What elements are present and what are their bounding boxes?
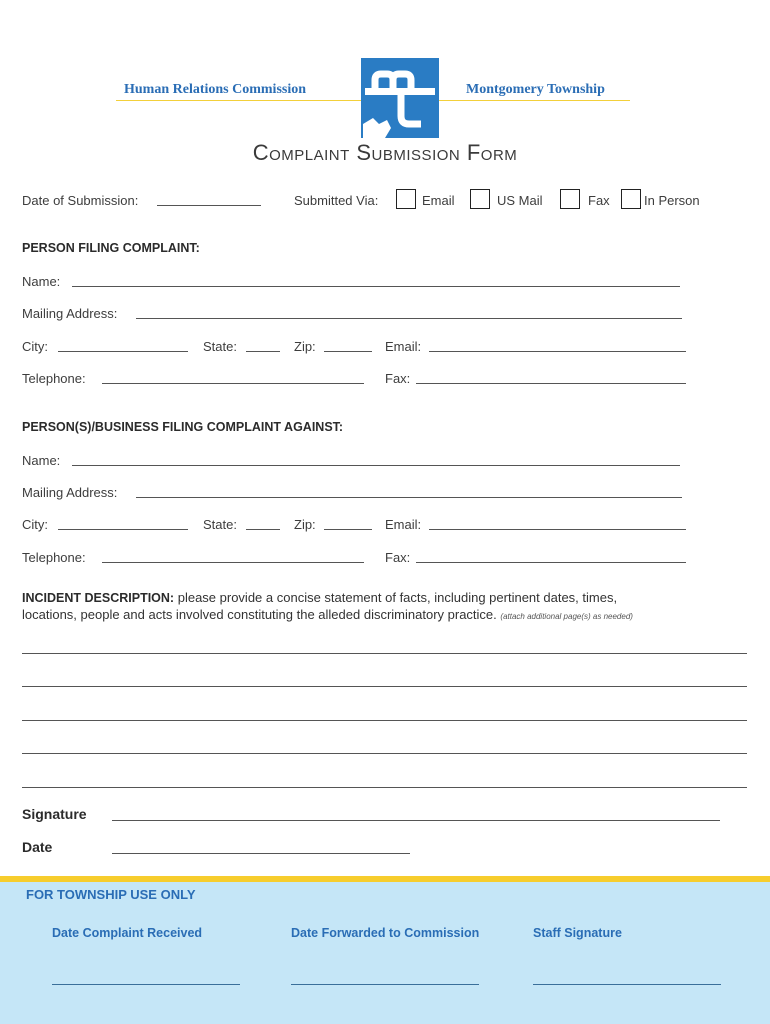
submitted-via-label: Submitted Via: (294, 193, 379, 208)
against-state-field[interactable] (246, 529, 280, 530)
date-forwarded-label: Date Forwarded to Commission (291, 926, 480, 940)
filer-phone-field[interactable] (102, 383, 364, 384)
township-use-panel (0, 882, 770, 1024)
filer-phone-label: Telephone: (22, 371, 86, 386)
against-address-field[interactable] (136, 497, 682, 498)
against-fax-field[interactable] (416, 562, 686, 563)
against-section-heading: PERSON(S)/BUSINESS FILING COMPLAINT AGAINST: (22, 420, 344, 434)
filer-section-heading: PERSON FILING COMPLAINT: (22, 241, 200, 255)
signature-date-field[interactable] (112, 853, 410, 854)
against-email-field[interactable] (429, 529, 686, 530)
township-mt-logo-icon (361, 58, 439, 138)
filer-state-field[interactable] (246, 351, 280, 352)
against-zip-field[interactable] (324, 529, 372, 530)
incident-heading: INCIDENT DESCRIPTION: (22, 591, 175, 605)
header-rule-left (116, 100, 362, 101)
org-left-name: Human Relations Commission (124, 82, 307, 97)
against-name-field[interactable] (72, 465, 680, 466)
us-mail-option-label: US Mail (497, 193, 543, 208)
against-phone-field[interactable] (102, 562, 364, 563)
staff-signature-label: Staff Signature (533, 926, 622, 940)
in-person-checkbox[interactable] (621, 189, 641, 209)
against-address-label: Mailing Address: (22, 485, 118, 500)
date-received-field[interactable] (52, 984, 240, 985)
against-fax-label: Fax: (385, 550, 411, 565)
email-checkbox[interactable] (396, 189, 416, 209)
in-person-option-label: In Person (644, 193, 700, 208)
filer-fax-field[interactable] (416, 383, 686, 384)
against-email-label: Email: (385, 517, 422, 532)
filer-address-field[interactable] (136, 318, 682, 319)
us-mail-checkbox[interactable] (470, 189, 490, 209)
date-of-submission-label: Date of Submission: (22, 193, 139, 208)
filer-state-label: State: (203, 339, 237, 354)
against-city-field[interactable] (58, 529, 188, 530)
against-city-label: City: (22, 517, 48, 532)
date-label: Date (22, 839, 53, 855)
filer-email-field[interactable] (429, 351, 686, 352)
filer-zip-label: Zip: (294, 339, 316, 354)
signature-label: Signature (22, 806, 87, 822)
incident-description-prompt (22, 590, 617, 605)
filer-city-label: City: (22, 339, 48, 354)
filer-name-field[interactable] (72, 286, 680, 287)
email-option-label: Email (422, 193, 455, 208)
against-zip-label: Zip: (294, 517, 316, 532)
against-phone-label: Telephone: (22, 550, 86, 565)
incident-line-1[interactable] (22, 653, 747, 654)
header-rule-right (438, 100, 630, 101)
date-forwarded-field[interactable] (291, 984, 479, 985)
filer-city-field[interactable] (58, 351, 188, 352)
staff-signature-field[interactable] (533, 984, 721, 985)
incident-note: (attach additional page(s) as needed) (500, 612, 633, 621)
fax-option-label: Fax (588, 193, 610, 208)
incident-description-prompt-2 (22, 607, 633, 622)
filer-address-label: Mailing Address: (22, 306, 118, 321)
incident-text-line-2: locations, people and acts involved constituting the alleded discriminatory practice. (22, 607, 497, 622)
incident-line-2[interactable] (22, 686, 747, 687)
filer-email-label: Email: (385, 339, 422, 354)
filer-name-label: Name: (22, 274, 61, 289)
filer-fax-label: Fax: (385, 371, 411, 386)
incident-text-line-1: please provide a concise statement of facts, including pertinent dates, times, (177, 590, 618, 605)
page-title: Complaint Submission Form (252, 140, 518, 165)
org-right-name: Montgomery Township (466, 82, 605, 97)
signature-field[interactable] (112, 820, 720, 821)
against-state-label: State: (203, 517, 237, 532)
date-received-label: Date Complaint Received (52, 926, 203, 940)
filer-zip-field[interactable] (324, 351, 372, 352)
against-name-label: Name: (22, 453, 61, 468)
incident-line-3[interactable] (22, 720, 747, 721)
incident-line-5[interactable] (22, 787, 747, 788)
date-of-submission-field[interactable] (157, 205, 261, 206)
township-use-title: FOR TOWNSHIP USE ONLY (26, 887, 196, 902)
incident-line-4[interactable] (22, 753, 747, 754)
fax-checkbox[interactable] (560, 189, 580, 209)
